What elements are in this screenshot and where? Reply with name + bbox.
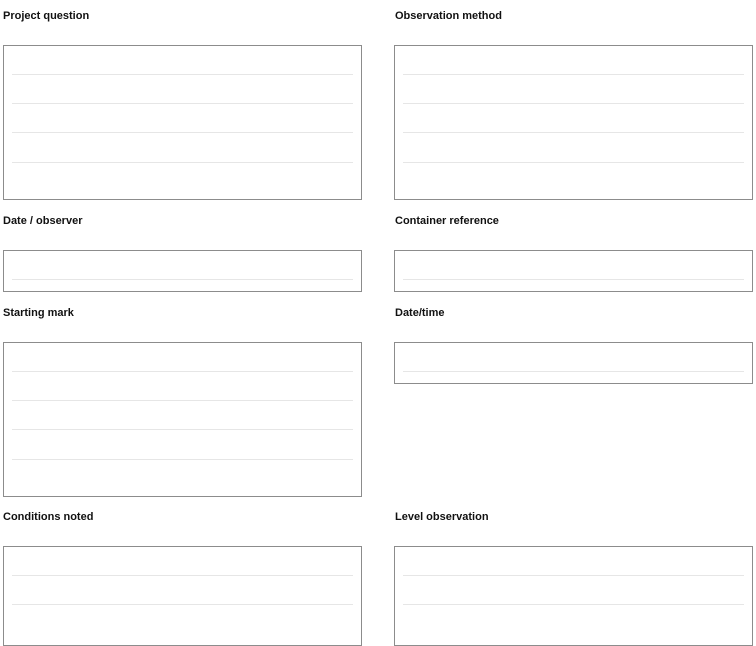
writing-line [12, 74, 353, 75]
writing-line [403, 74, 744, 75]
date-time-label: Date/time [395, 307, 445, 319]
observation-method-label: Observation method [395, 10, 502, 22]
conditions-noted-field[interactable] [3, 546, 362, 646]
writing-line [403, 279, 744, 280]
level-observation-label: Level observation [395, 511, 489, 523]
writing-line [403, 132, 744, 133]
container-reference-label: Container reference [395, 215, 499, 227]
project-question-field[interactable] [3, 45, 362, 200]
container-reference-field[interactable] [394, 250, 753, 292]
conditions-noted-label: Conditions noted [3, 511, 94, 523]
starting-mark-field[interactable] [3, 342, 362, 497]
writing-line [403, 604, 744, 605]
writing-line [12, 429, 353, 430]
writing-line [403, 371, 744, 372]
level-observation-field[interactable] [394, 546, 753, 646]
writing-line [12, 604, 353, 605]
writing-line [12, 132, 353, 133]
writing-line [403, 103, 744, 104]
writing-line [12, 103, 353, 104]
writing-line [12, 575, 353, 576]
project-question-label: Project question [3, 10, 90, 22]
starting-mark-label: Starting mark [3, 307, 74, 319]
observation-method-field[interactable] [394, 45, 753, 200]
date-observer-label: Date / observer [3, 215, 83, 227]
writing-line [12, 459, 353, 460]
writing-line [403, 162, 744, 163]
date-observer-field[interactable] [3, 250, 362, 292]
date-time-field[interactable] [394, 342, 753, 384]
writing-line [403, 575, 744, 576]
writing-line [12, 162, 353, 163]
writing-line [12, 371, 353, 372]
writing-line [12, 400, 353, 401]
writing-line [12, 279, 353, 280]
